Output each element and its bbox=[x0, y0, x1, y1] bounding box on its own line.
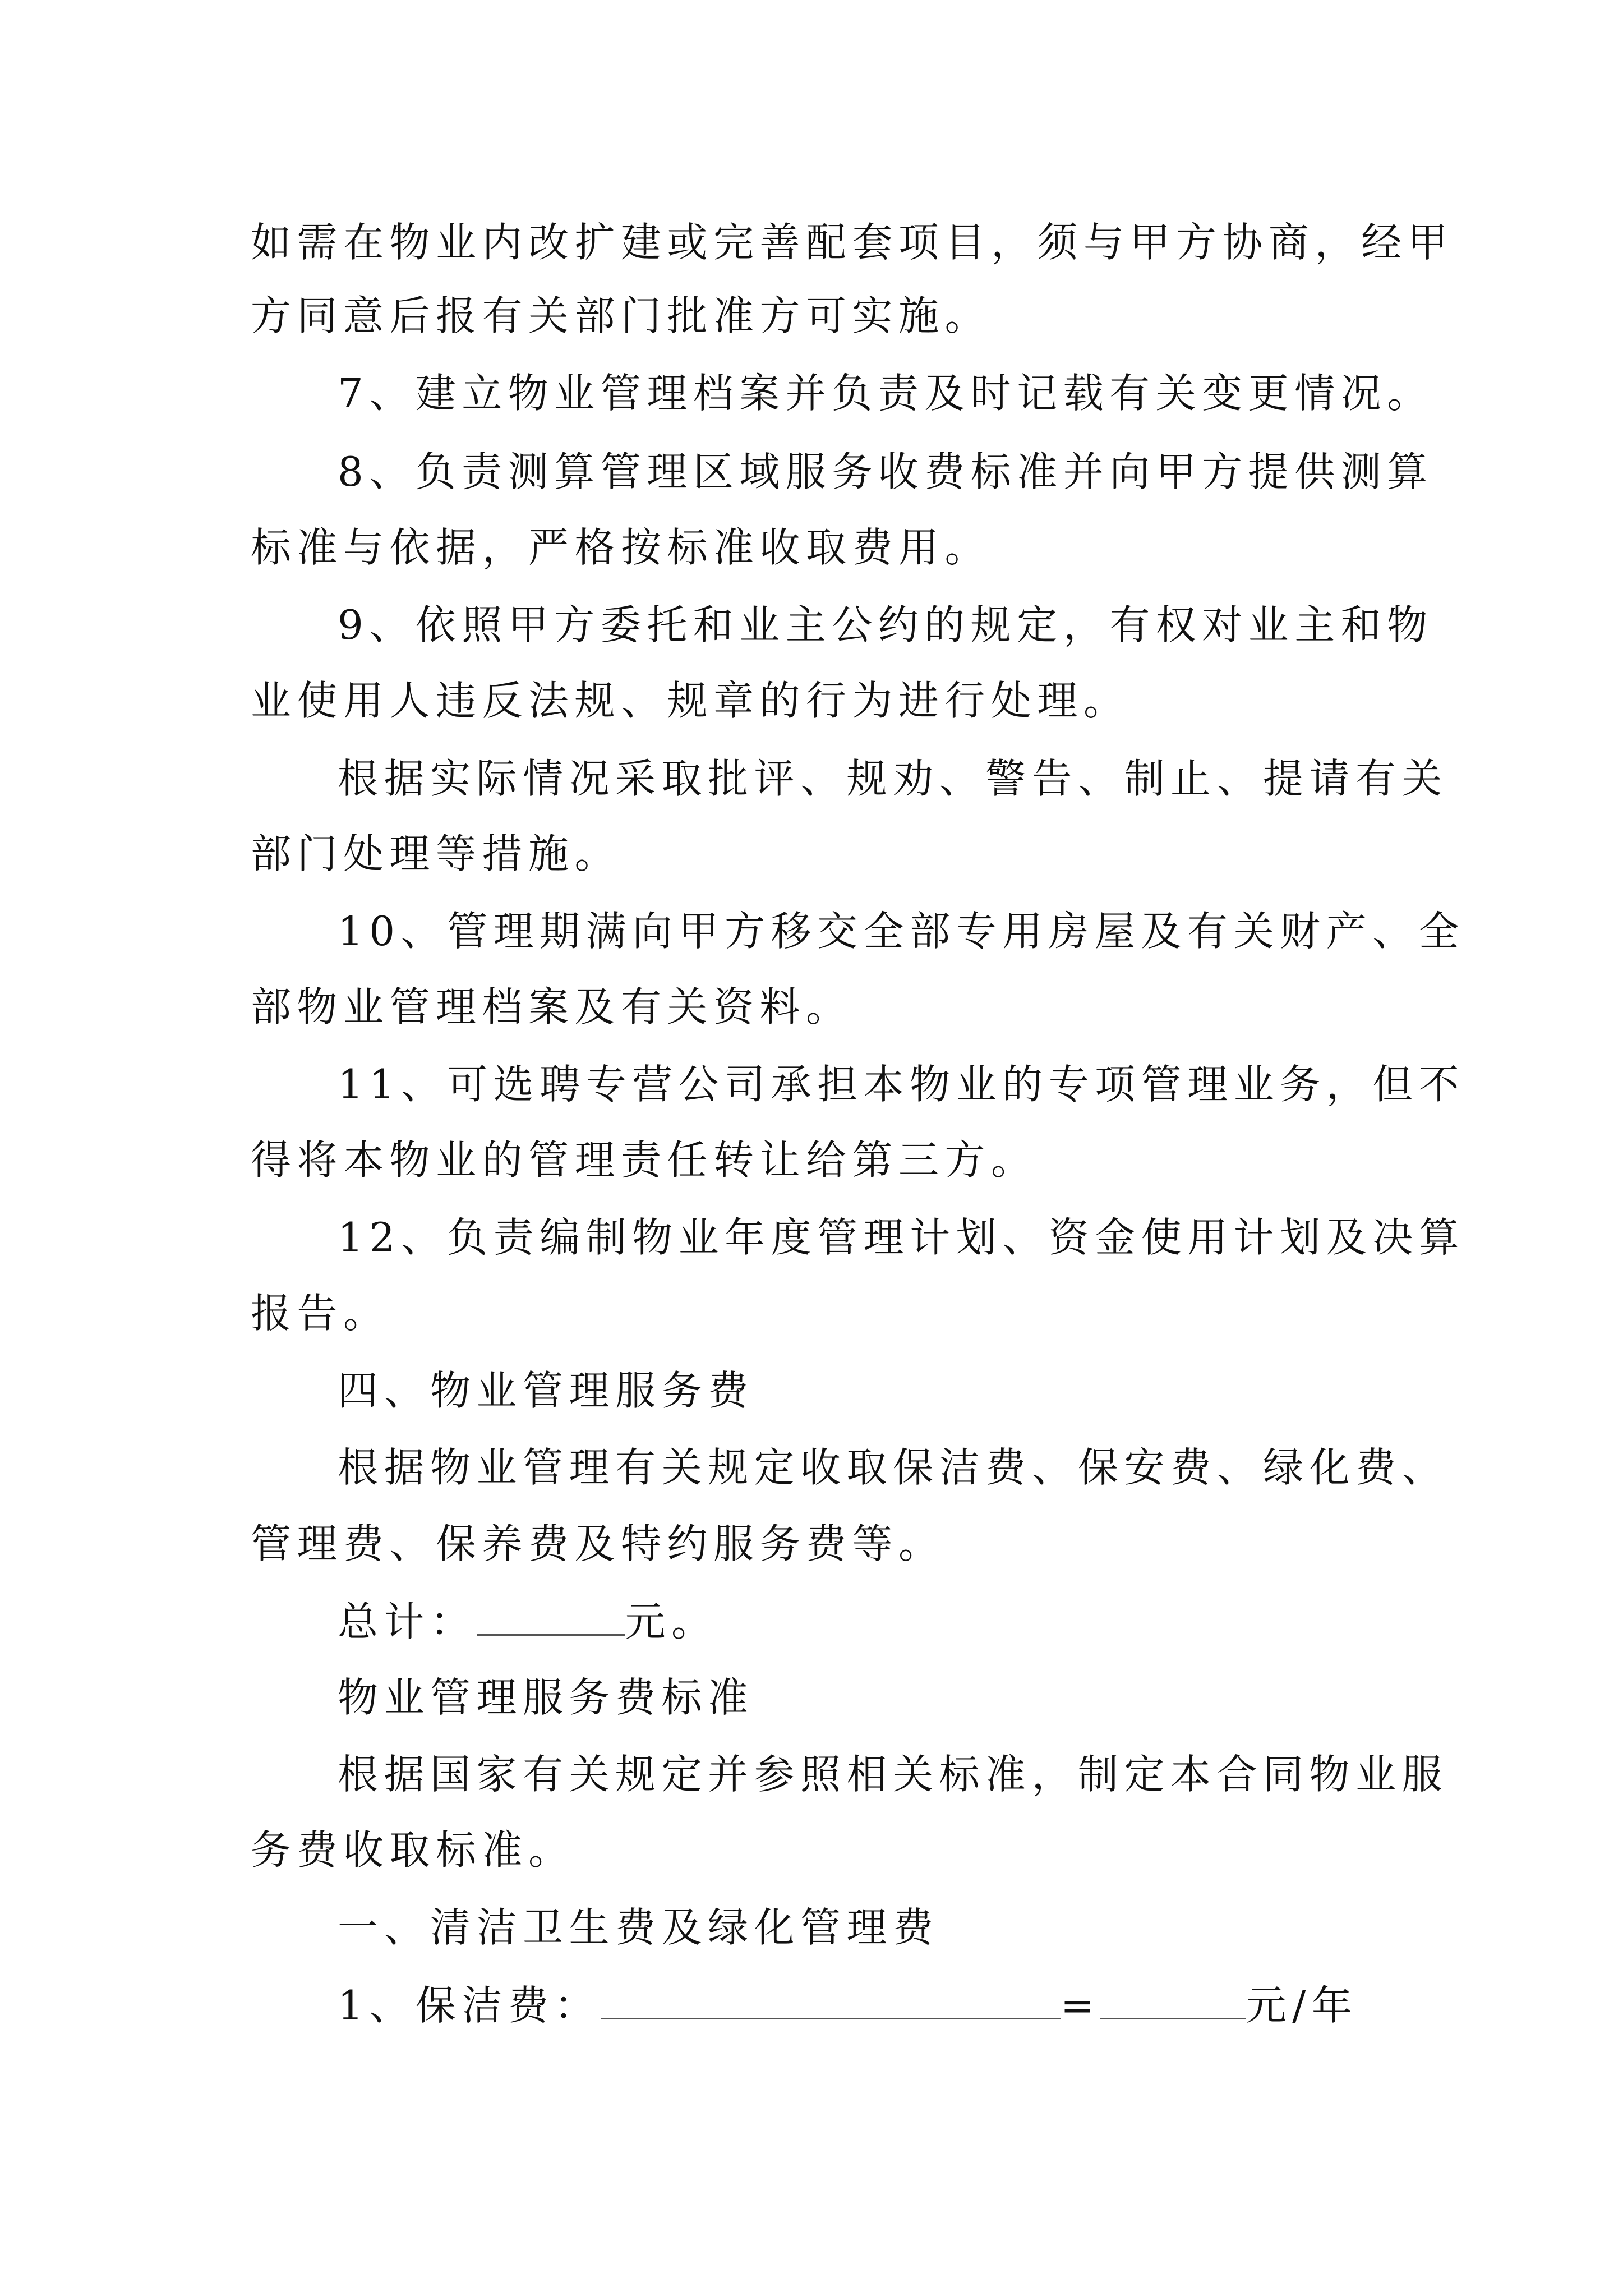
cleaning-fee-formula-blank bbox=[601, 1984, 1061, 2019]
paragraph-line: 7、建立物业管理档案并负责及时记载有关变更情况。 bbox=[338, 370, 1433, 417]
paragraph-line: 报告。 bbox=[251, 1290, 390, 1337]
total-unit: 元。 bbox=[625, 1598, 718, 1645]
cleaning-fee-equals: = bbox=[1060, 1982, 1100, 2029]
paragraph-line: 根据实际情况采取批评、规劝、警告、制止、提请有关 bbox=[338, 755, 1449, 802]
paragraph-line: 务费收取标准。 bbox=[251, 1826, 575, 1874]
paragraph-line: 部门处理等措施。 bbox=[251, 830, 621, 877]
section-heading: 四、物业管理服务费 bbox=[338, 1367, 754, 1414]
paragraph-line: 管理费、保养费及特约服务费等。 bbox=[251, 1520, 945, 1567]
paragraph-line: 得将本物业的管理责任转让给第三方。 bbox=[251, 1137, 1038, 1184]
paragraph-line: 业使用人违反法规、规章的行为进行处理。 bbox=[251, 677, 1130, 724]
total-line bbox=[338, 1598, 718, 1645]
paragraph-line: 标准与依据，严格按标准收取费用。 bbox=[251, 524, 992, 571]
paragraph-line: 10、管理期满向甲方移交全部专用房屋及有关财产、全 bbox=[338, 908, 1465, 955]
paragraph-line: 方同意后报有关部门批准方可实施。 bbox=[251, 292, 992, 339]
paragraph-line: 根据国家有关规定并参照相关标准，制定本合同物业服 bbox=[338, 1751, 1449, 1798]
paragraph-line: 部物业管理档案及有关资料。 bbox=[251, 983, 852, 1030]
paragraph-line: 12、负责编制物业年度管理计划、资金使用计划及决算 bbox=[338, 1214, 1465, 1261]
paragraph-line: 9、依照甲方委托和业主公约的规定，有权对业主和物 bbox=[338, 601, 1433, 648]
paragraph-line: 根据物业管理有关规定收取保洁费、保安费、绿化费、 bbox=[338, 1444, 1449, 1491]
total-amount-blank bbox=[477, 1600, 625, 1636]
total-label: 总计： bbox=[338, 1598, 477, 1645]
paragraph-line: 物业管理服务费标准 bbox=[338, 1674, 754, 1721]
cleaning-fee-label: 1、保洁费： bbox=[338, 1982, 601, 2029]
cleaning-fee-unit: 元/年 bbox=[1246, 1982, 1358, 2029]
paragraph-line: 8、负责测算管理区域服务收费标准并向甲方提供测算 bbox=[338, 448, 1433, 495]
paragraph-line: 11、可选聘专营公司承担本物业的专项管理业务，但不 bbox=[338, 1061, 1465, 1108]
section-heading: 一、清洁卫生费及绿化管理费 bbox=[338, 1904, 939, 1951]
cleaning-fee-line bbox=[338, 1982, 1358, 2029]
cleaning-fee-amount-blank bbox=[1100, 1984, 1246, 2019]
paragraph-line: 如需在物业内改扩建或完善配套项目，须与甲方协商，经甲 bbox=[251, 219, 1454, 266]
